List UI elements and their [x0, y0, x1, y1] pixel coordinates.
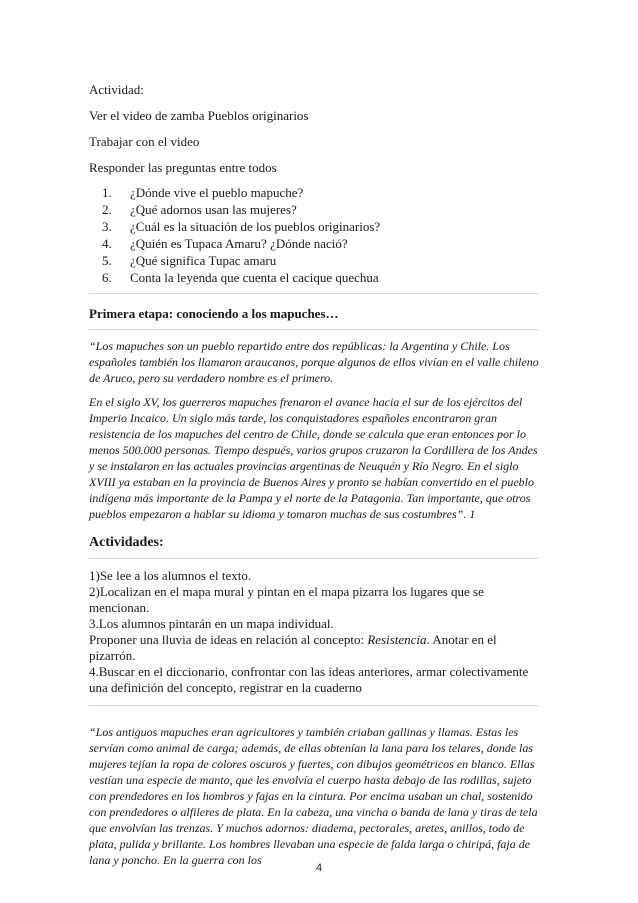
page-content: [89, 82, 539, 868]
question-number: 6.: [102, 270, 112, 285]
question-number: 1.: [102, 185, 112, 200]
question-text: ¿Qué significa Tupac amaru: [130, 253, 277, 268]
question-item: [89, 252, 539, 269]
quote-paragraph: En el siglo XV, los guerreros mapuches frenaron el avance hacia el sur de los ejércitos del Imperio Incaico. Un siglo más tarde, los conquistadores españoles encontraron gran resistencia de los mapuches del centro de Chile, donde se calcula que eran entonces por lo menos 500.000 personas. Tiempo después, varios grupos cruzaron la Cordillera de los Andes y se instalaron en las actuales provincias argentinas de Neuquén y Río Negro. En el siglo XVIII ya estaban en la provincia de Buenos Aires y pronto se habían convertido en el pueblo indígena más importante de la Pampa y el norte de la Patagonia. Tan importante, que otros pueblos empezaron a hablar su idioma y tomaron muchas de sus costumbres”. 1: [89, 395, 538, 521]
activity-item: [89, 632, 539, 664]
intro-line: Trabajar con el video: [89, 134, 200, 149]
question-text: ¿Dónde vive el pueblo mapuche?: [130, 185, 304, 200]
question-item: [89, 184, 539, 201]
quote-paragraph: “Los antiguos mapuches eran agricultores y también criaban gallinas y llamas. Estas les servían como animal de carga; además, de ellas obtenían la lana para los telares, donde las mujeres tejían la ropa de colores oscuros y fuertes, con dibujos geométricos en blanco. Ellas vestían una especie de manto, que les envolvía el cuerpo hasta debajo de las rodillas, sujeto con prendedores en los hombros y fajas en la cintura. Por encima usaban un chal, sostenido con prendedores o alfileres de plata. En la cabeza, una vincha o banda de lana y tiras de tela que envolvían las trenzas. Y muchos adornos: diadema, pectorales, aretes, anillos, todo de plata, pulida y brillante. Los hombres llevaban una especie de falda larga o chiripá, faja de lana y poncho. En la guerra con los: [89, 725, 538, 867]
question-number: 3.: [102, 219, 112, 234]
activities-list: [89, 568, 539, 696]
divider: [89, 329, 539, 330]
activity-item: 4.Buscar en el diccionario, confrontar con las ideas anteriores, armar colectivamente una definición del concepto, registrar en la cuaderno: [89, 664, 529, 695]
page-number: 4: [315, 862, 323, 874]
question-item: [89, 269, 539, 286]
divider: [89, 705, 539, 706]
activities-heading: Actividades:: [89, 535, 164, 550]
activity-item: 1)Se lee a los alumnos el texto.: [89, 568, 252, 583]
question-number: 4.: [102, 236, 112, 251]
question-text: ¿Qué adornos usan las mujeres?: [130, 202, 297, 217]
question-number: 5.: [102, 253, 112, 268]
activity-text: Proponer una lluvia de ideas en relación al concepto:: [89, 632, 368, 647]
divider: [89, 558, 539, 559]
activity-label: Actividad:: [89, 82, 144, 97]
activity-text: . Anotar en el pizarrón.: [89, 632, 497, 663]
activity-concept: Resistencia: [367, 632, 427, 647]
quote-paragraph: “Los mapuches son un pueblo repartido entre dos repúblicas: la Argentina y Chile. Los españoles también los llamaron araucanos, porque algunos de ellos vivían en el valle chileno de Aruco, pero su verdadero nombre es el primero.: [89, 339, 539, 385]
question-list: [89, 184, 539, 286]
section-heading: Primera etapa: conociendo a los mapuches…: [89, 306, 339, 321]
activity-item: 2)Localizan en el mapa mural y pintan en el mapa pizarra los lugares que se mencionan.: [89, 584, 484, 615]
intro-line: Ver el video de zamba Pueblos originarios: [89, 108, 309, 123]
intro-line: Responder las preguntas entre todos: [89, 160, 277, 175]
question-text: Conta la leyenda que cuenta el cacique quechua: [130, 270, 379, 285]
divider: [89, 293, 539, 294]
activity-item: 3.Los alumnos pintarán en un mapa individual.: [89, 616, 334, 631]
question-item: [89, 218, 539, 235]
question-text: ¿Quién es Tupaca Amaru? ¿Dónde nació?: [130, 236, 348, 251]
question-text: ¿Cuál es la situación de los pueblos originarios?: [130, 219, 381, 234]
question-item: [89, 235, 539, 252]
question-item: [89, 201, 539, 218]
question-number: 2.: [102, 202, 112, 217]
